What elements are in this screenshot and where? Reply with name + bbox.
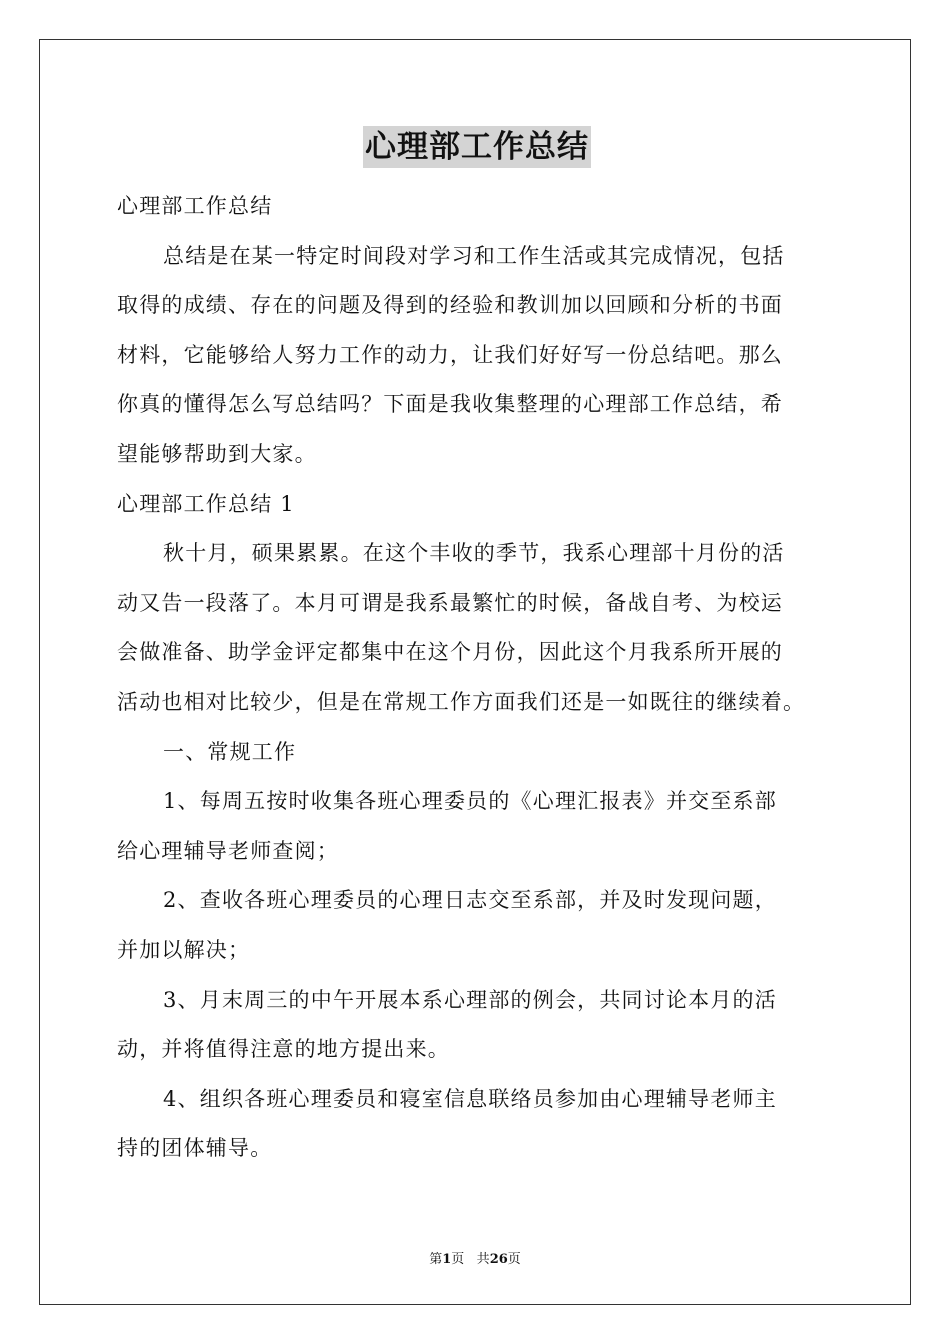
intro-line: 材料，它能够给人努力工作的动力，让我们好好写一份总结吧。那么: [117, 342, 783, 367]
list-item-line: 持的团体辅导。: [117, 1136, 273, 1161]
total-pages: 26: [489, 1252, 508, 1267]
list-item-line: 3、月末周三的中午开展本系心理部的例会，共同讨论本月的活: [163, 987, 777, 1012]
total-suffix: 页: [507, 1252, 521, 1267]
section-para-line: 活动也相对比较少，但是在常规工作方面我们还是一如既往的继续着。: [117, 689, 806, 714]
routine-heading: 一、常规工作: [163, 739, 297, 764]
page-number: 1: [442, 1252, 452, 1267]
intro-line: 你真的懂得怎么写总结吗？下面是我收集整理的心理部工作总结，希: [117, 392, 783, 417]
subtitle: 心理部工作总结: [117, 194, 273, 218]
page-prefix: 第: [429, 1252, 443, 1267]
list-item-line: 并加以解决；: [117, 937, 251, 962]
section-para-line: 动又告一段落了。本月可谓是我系最繁忙的时候，备战自考、为校运: [117, 590, 783, 615]
list-item-line: 4、组织各班心理委员和寝室信息联络员参加由心理辅导老师主: [163, 1086, 777, 1111]
section-para-line: 会做准备、助学金评定都集中在这个月份，因此这个月我系所开展的: [117, 640, 783, 665]
intro-line: 取得的成绩、存在的问题及得到的经验和教训加以回顾和分析的书面: [117, 293, 783, 318]
intro-line: 望能够帮助到大家。: [117, 441, 317, 466]
list-item-line: 动，并将值得注意的地方提出来。: [117, 1037, 450, 1062]
list-item-line: 1、每周五按时收集各班心理委员的《心理汇报表》并交至系部: [163, 789, 777, 814]
page-suffix: 页: [451, 1252, 465, 1267]
document-body: [117, 126, 837, 1174]
title-wrap: [117, 126, 837, 172]
page-footer: [0, 1248, 950, 1267]
document-title: 心理部工作总结: [363, 126, 591, 168]
list-item-line: 2、查收各班心理委员的心理日志交至系部，并及时发现问题，: [163, 888, 777, 913]
section-heading: 心理部工作总结 1: [117, 491, 295, 516]
section-para-line: 秋十月，硕果累累。在这个丰收的季节，我系心理部十月份的活: [163, 541, 785, 566]
total-prefix: 共: [476, 1252, 490, 1267]
intro-line: 总结是在某一特定时间段对学习和工作生活或其完成情况，包括: [163, 243, 785, 268]
list-item-line: 给心理辅导老师查阅；: [117, 838, 339, 863]
